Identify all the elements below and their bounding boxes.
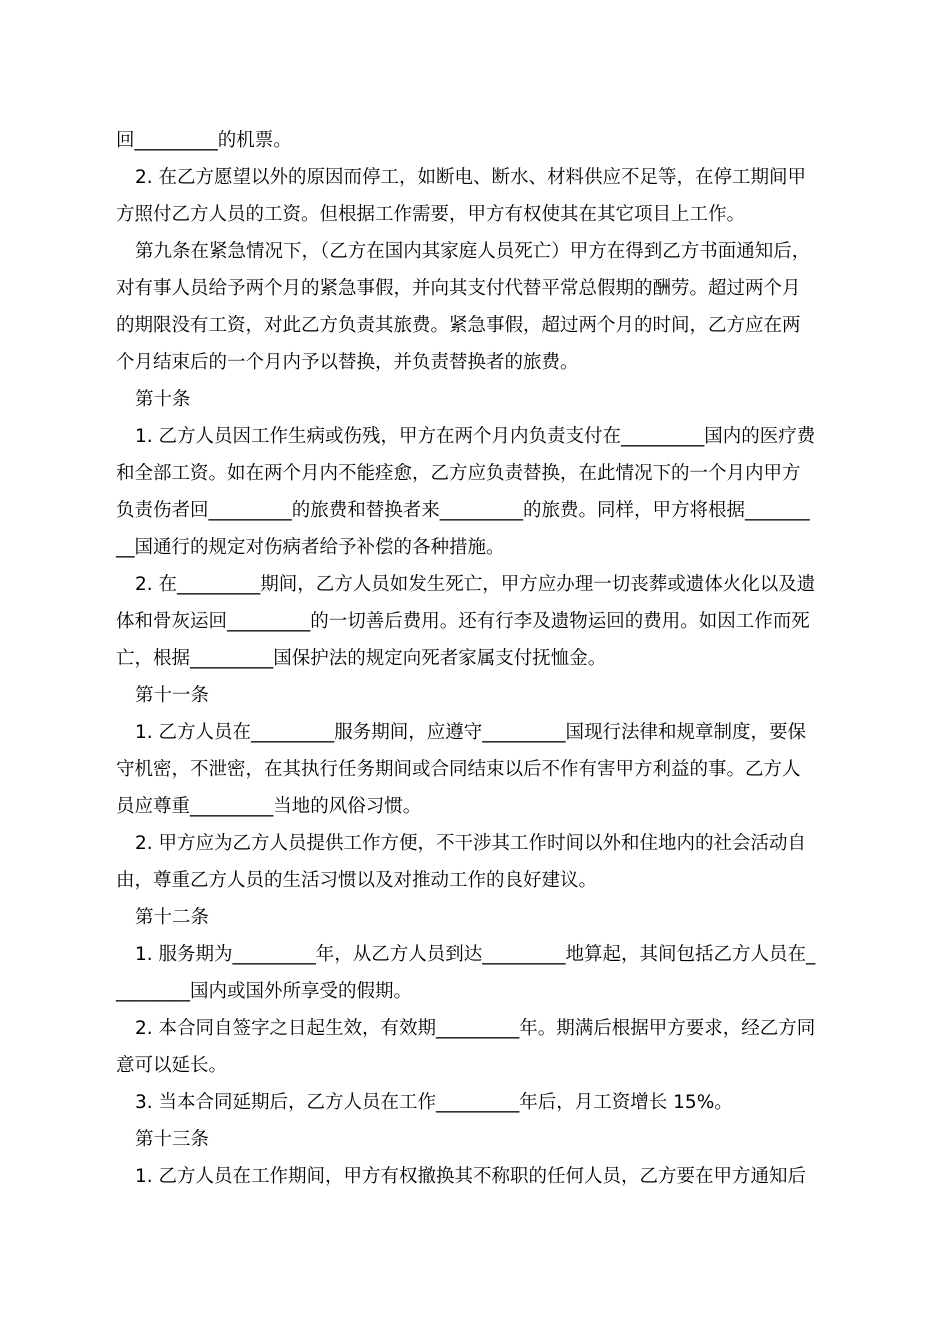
text-line: 第十三条 bbox=[135, 1129, 210, 1150]
text-line: 员应尊重_________当地的风俗习惯。 bbox=[116, 796, 422, 817]
text-line: 守机密，不泄密，在其执行任务期间或合同结束以后不作有害甲方利益的事。乙方人 bbox=[116, 759, 801, 780]
text-line: 意可以延长。 bbox=[116, 1055, 228, 1076]
text-line: ________国内或国外所享受的假期。 bbox=[116, 981, 413, 1002]
text-line: 的期限没有工资，对此乙方负责其旅费。紧急事假，超过两个月的时间，乙方应在两 bbox=[116, 315, 801, 336]
text-line: 负责伤者回_________的旅费和替换者来_________的旅费。同样，甲方将根据_______ bbox=[116, 500, 810, 521]
text-line: 对有事人员给予两个月的紧急事假，并向其支付代替平常总假期的酬劳。超过两个月 bbox=[116, 278, 801, 299]
text-line: 2. 在乙方愿望以外的原因而停工，如断电、断水、材料供应不足等，在停工期间甲 bbox=[135, 167, 807, 188]
text-line: 回_________的机票。 bbox=[116, 130, 292, 151]
text-line: 个月结束后的一个月内予以替换，并负责替换者的旅费。 bbox=[116, 352, 579, 373]
text-line: 体和骨灰运回_________的一切善后费用。还有行李及遗物运回的费用。如因工作而死 bbox=[116, 611, 810, 632]
text-line: 1. 服务期为_________年，从乙方人员到达_________地算起，其间包括乙方人员在_ bbox=[135, 944, 816, 965]
text-line: 1. 乙方人员在工作期间，甲方有权撤换其不称职的任何人员，乙方要在甲方通知后 bbox=[135, 1166, 807, 1187]
text-line: 第十一条 bbox=[135, 685, 210, 706]
document-page bbox=[116, 122, 838, 1195]
text-line: 1. 乙方人员因工作生病或伤残，甲方在两个月内负责支付在_________国内的医疗费 bbox=[135, 426, 816, 447]
text-line: 第九条在紧急情况下，（乙方在国内其家庭人员死亡）甲方在得到乙方书面通知后， bbox=[135, 241, 811, 262]
text-line: 亡，根据_________国保护法的规定向死者家属支付抚恤金。 bbox=[116, 648, 607, 669]
text-line: 3. 当本合同延期后，乙方人员在工作_________年后，月工资增长 15%。 bbox=[135, 1092, 733, 1113]
text-line: 2. 甲方应为乙方人员提供工作方便，不干涉其工作时间以外和住地内的社会活动自 bbox=[135, 833, 807, 854]
text-line: __国通行的规定对伤病者给予补偿的各种措施。 bbox=[116, 537, 505, 558]
text-line: 第十条 bbox=[135, 389, 191, 410]
text-line: 和全部工资。如在两个月内不能痊愈，乙方应负责替换，在此情况下的一个月内甲方 bbox=[116, 463, 801, 484]
text-line: 由，尊重乙方人员的生活习惯以及对推动工作的良好建议。 bbox=[116, 870, 598, 891]
text-line: 2. 在_________期间，乙方人员如发生死亡，甲方应办理一切丧葬或遗体火化以及遗 bbox=[135, 574, 816, 595]
text-line: 方照付乙方人员的工资。但根据工作需要，甲方有权使其在其它项目上工作。 bbox=[116, 204, 746, 225]
text-line: 1. 乙方人员在_________服务期间，应遵守_________国现行法律和规章制度，要保 bbox=[135, 722, 807, 743]
text-line: 第十二条 bbox=[135, 907, 210, 928]
text-line: 2. 本合同自签字之日起生效，有效期_________年。期满后根据甲方要求，经乙方同 bbox=[135, 1018, 816, 1039]
